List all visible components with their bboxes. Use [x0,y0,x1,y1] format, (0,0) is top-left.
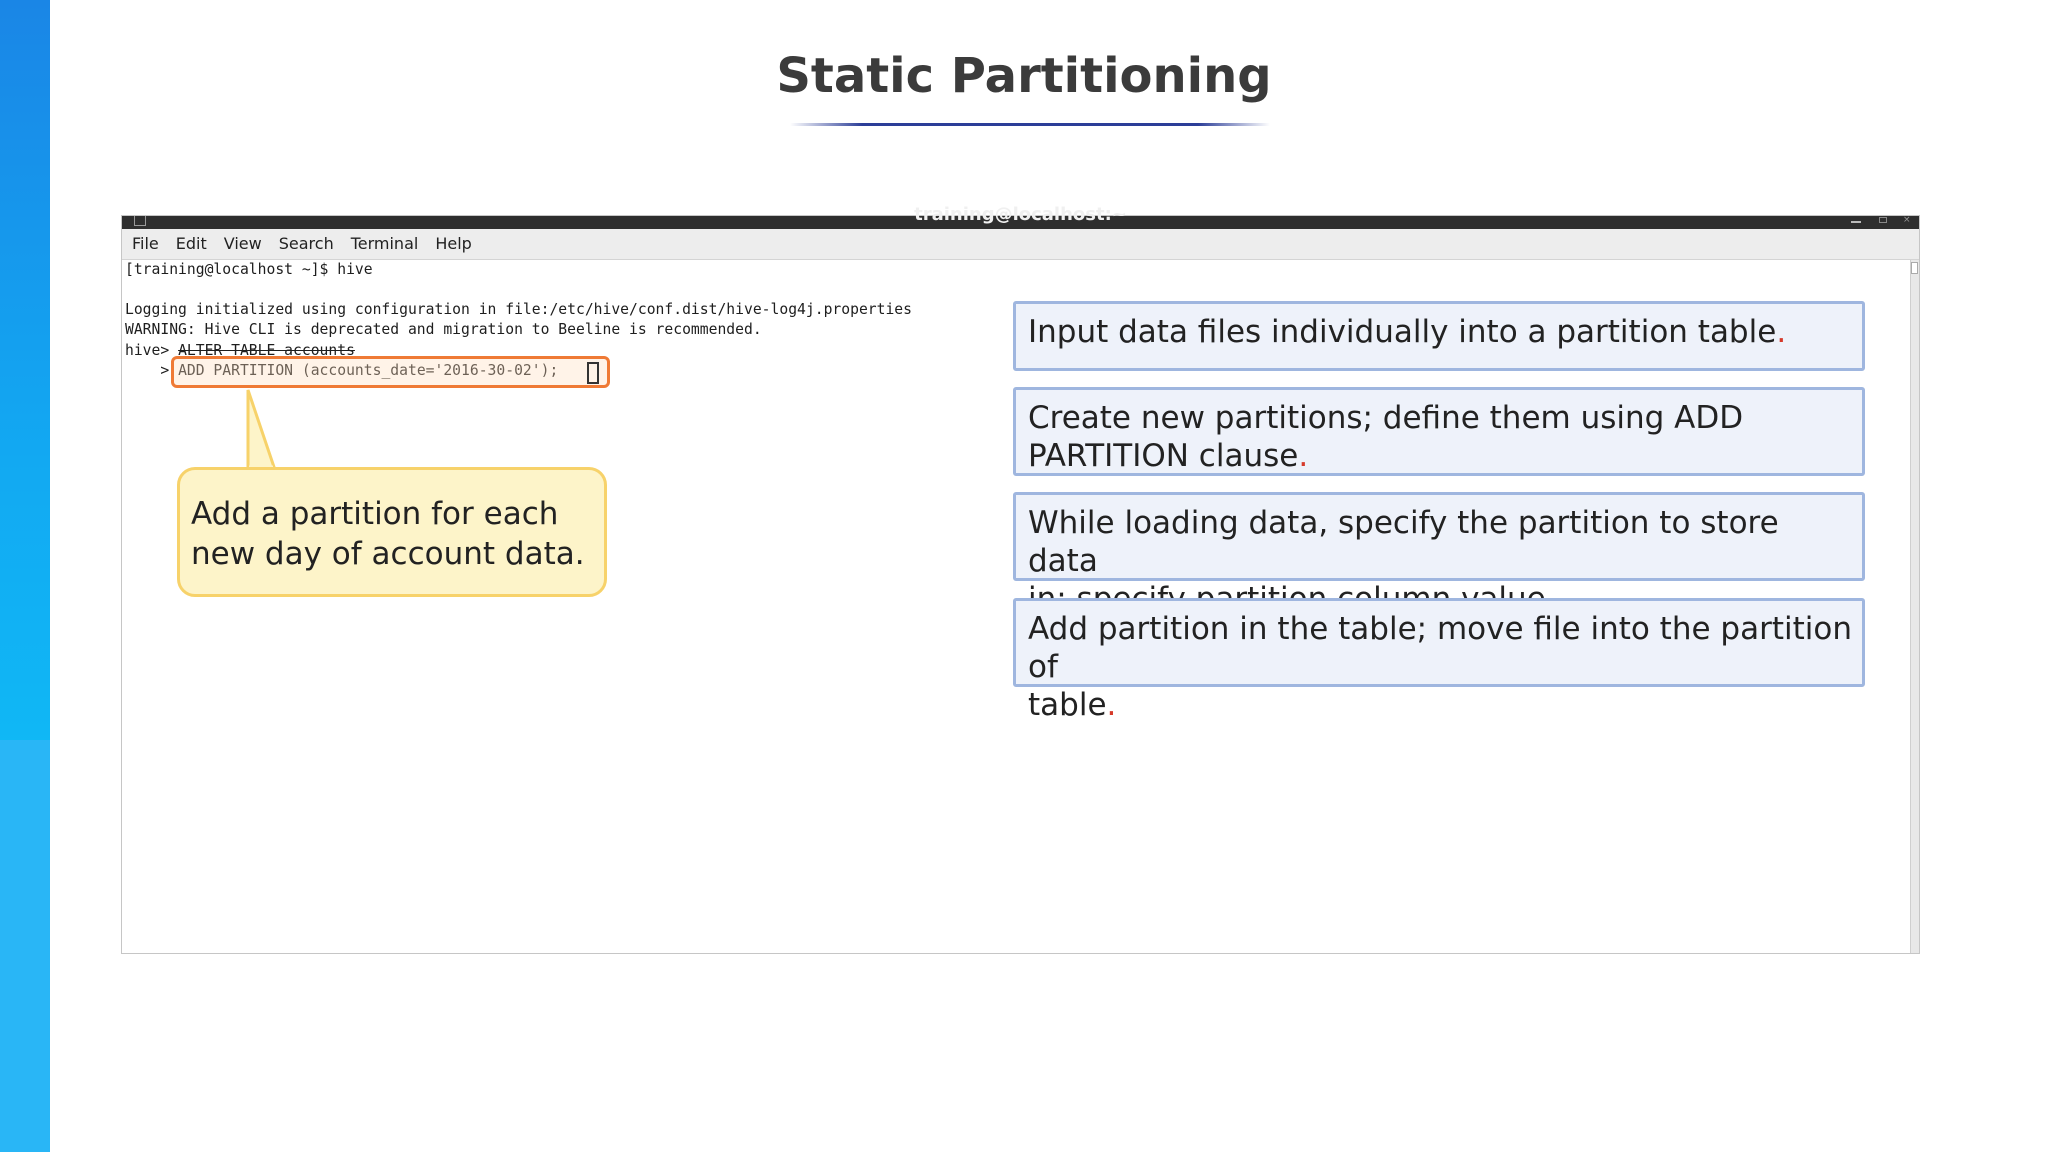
alter-table-command: ALTER TABLE accounts [178,342,355,359]
continuation-prompt: > [125,362,179,379]
info-card-1 [1013,301,1865,371]
maximize-icon[interactable] [1879,217,1887,223]
add-partition-command: ADD PARTITION (accounts_date='2016-30-02'); [178,362,559,379]
command-highlight [171,356,610,388]
left-accent-band-lower [0,740,50,1152]
info-card-4 [1013,598,1865,723]
menu-help[interactable]: Help [435,234,472,253]
callout-line-1: Add a partition for each [191,496,559,532]
scroll-up-arrow-icon[interactable] [1911,262,1918,274]
info-card-2-line2: PARTITION clause [1028,438,1299,474]
info-card-2-period: . [1298,438,1309,474]
menu-terminal[interactable]: Terminal [350,234,419,253]
terminal-line-warning: WARNING: Hive CLI is deprecated and migration to Beeline is recommended. [125,321,762,338]
info-card-1-text: Input data files individually into a partition table [1028,314,1777,350]
info-card-4-line1: Add partition in the table; move file into the partition of [1028,611,1852,685]
hive-prompt: hive> [125,342,179,359]
terminal-scrollbar[interactable] [1910,260,1919,953]
close-icon[interactable]: × [1903,215,1911,225]
info-card-3 [1013,492,1865,581]
terminal-window-title: training@localhost:~ [914,204,1127,225]
info-card-4-line2: table [1028,687,1107,723]
left-accent-band [0,0,50,1152]
terminal-line-logging: Logging initialized using configuration in file:/etc/hive/conf.dist/hive-log4j.properties [125,301,912,318]
menu-edit[interactable]: Edit [175,234,207,253]
info-card-2-line1: Create new partitions; define them using ADD [1028,400,1744,436]
info-card-1-period: . [1776,314,1787,350]
info-card-3-line1: While loading data, specify the partition to store data [1028,505,1779,579]
minimize-icon[interactable] [1851,221,1861,223]
callout-line-2: new day of account data. [191,536,585,572]
terminal-menubar [122,229,1919,260]
terminal-titlebar[interactable] [122,204,1919,229]
title-underline [790,123,1270,126]
menu-view[interactable]: View [223,234,262,253]
callout-note [177,467,607,597]
menu-search[interactable]: Search [278,234,334,253]
terminal-line-prompt: [training@localhost ~]$ hive [125,261,373,278]
info-card-4-period: . [1106,687,1117,723]
menu-file[interactable]: File [132,234,159,253]
terminal-cursor [587,362,599,384]
slide-title: Static Partitioning [776,48,1272,104]
info-card-2 [1013,387,1865,476]
